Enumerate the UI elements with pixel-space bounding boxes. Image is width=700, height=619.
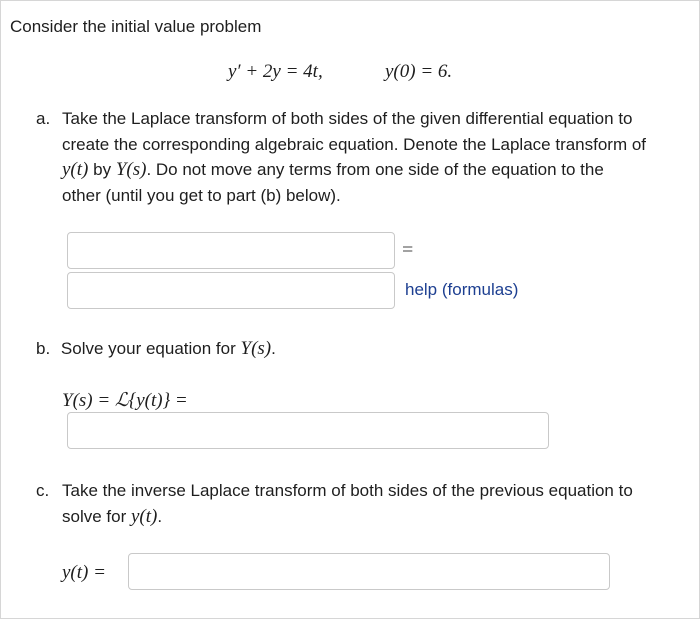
part-a-right-input[interactable] (67, 272, 395, 309)
part-b-marker: b. (36, 339, 51, 358)
part-a-line3-rest: . Do not move any terms from one side of the equation to the (146, 160, 604, 179)
part-a-line4: other (until you get to part (b) below). (62, 186, 341, 205)
initial-condition: y(0) = 6. (385, 61, 453, 82)
part-c-label: y(t) = (62, 562, 106, 583)
part-c-var: y(t) (130, 506, 158, 527)
part-a-y-of-t: y(t) (62, 159, 89, 180)
part-a-line3 (62, 158, 604, 182)
part-b-period: . (271, 339, 276, 358)
part-b-var: Y(s) (240, 338, 272, 359)
part-a-equals-sign: = (402, 239, 414, 261)
part-b-text: Solve your equation for (60, 339, 236, 358)
part-a-by: by (93, 160, 112, 179)
part-a-line2: create the corresponding algebraic equation. Denote the Laplace transform of (62, 135, 647, 154)
part-b-formula: Y(s) = ℒ{y(t)} = (62, 390, 188, 411)
part-c-marker: c. (36, 481, 50, 500)
part-c-period: . (157, 507, 163, 526)
part-a-left-input[interactable] (67, 232, 395, 269)
part-a-line1: Take the Laplace transform of both sides of the given differential equation to (62, 109, 633, 128)
part-a-marker: a. (36, 109, 51, 128)
part-c-input[interactable] (128, 553, 610, 590)
part-a-Y-of-s: Y(s) (115, 159, 147, 180)
help-formulas-link[interactable]: help (formulas) (405, 280, 519, 299)
part-b-line (36, 337, 276, 361)
intro-text: Consider the initial value problem (10, 17, 262, 36)
part-c-solve-for: solve for (62, 507, 127, 526)
ode-equation: y′ + 2y = 4t, (228, 61, 323, 82)
part-c-line2 (62, 505, 162, 529)
part-b-input[interactable] (67, 412, 549, 449)
part-c-line1: Take the inverse Laplace transform of both sides of the previous equation to (62, 481, 633, 500)
